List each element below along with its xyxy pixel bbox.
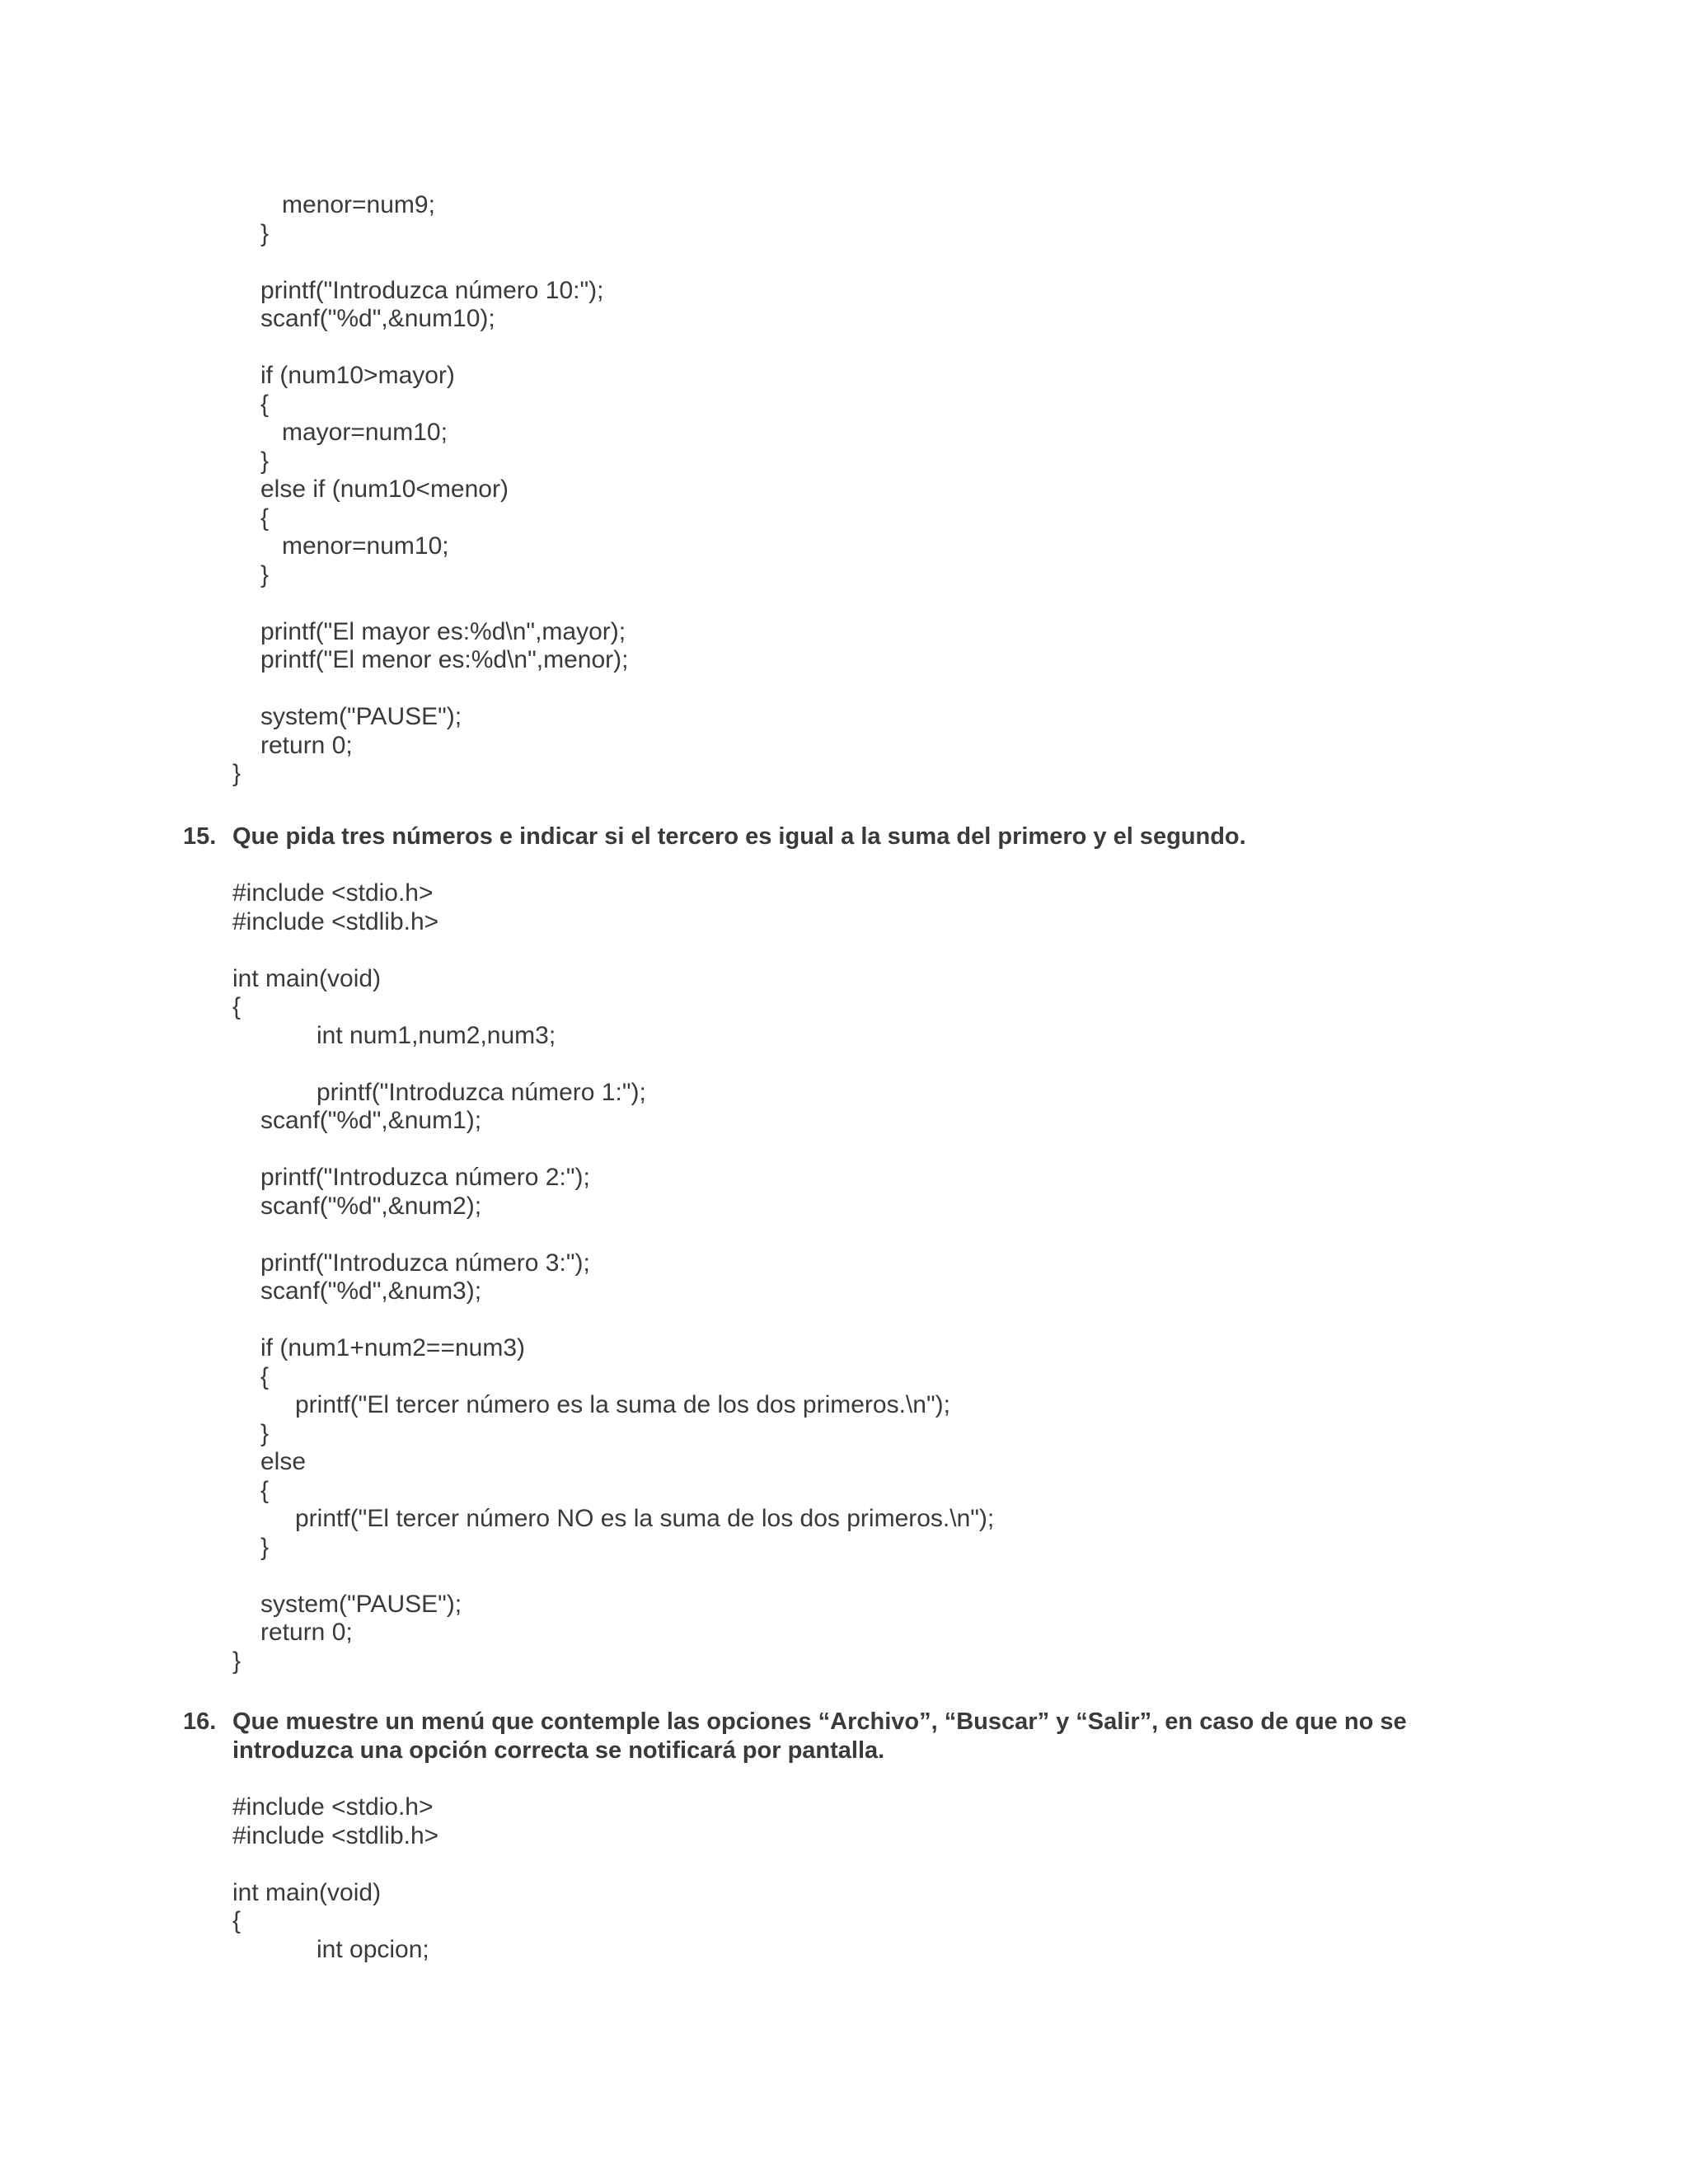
blank-line [0, 1221, 994, 1249]
code-line: printf("El menor es:%d\n",menor); [260, 646, 629, 673]
code-line: return 0; [260, 1619, 353, 1646]
blank-line [0, 1306, 994, 1335]
blank-line [0, 1850, 438, 1879]
code-line: menor=num9; [282, 191, 435, 218]
blank-line [0, 1562, 994, 1591]
code-line: printf("Introduzca número 1:"); [316, 1078, 646, 1106]
code-line: { [232, 993, 241, 1020]
code-line: } [260, 1533, 270, 1561]
code-block-question-15 [0, 879, 994, 1675]
code-line: else [260, 1448, 307, 1475]
code-line: int main(void) [232, 964, 382, 992]
blank-line [0, 589, 628, 618]
code-line: scanf("%d",&num1); [260, 1107, 482, 1134]
code-line: scanf("%d",&num10); [260, 305, 495, 332]
blank-line [0, 1136, 994, 1165]
question-text: Que pida tres números e indicar si el tercero es igual a la suma del primero y el segundo. [232, 823, 1246, 850]
code-line: { [260, 1476, 270, 1504]
code-line: system("PAUSE"); [260, 1590, 462, 1618]
question-text-line-1: Que muestre un menú que contemple las opciones “Archivo”, “Buscar” y “Salir”, en caso de que no se [232, 1708, 1407, 1735]
code-line: } [260, 560, 270, 588]
code-line: #include <stdio.h> [232, 879, 434, 907]
code-line: printf("Introduzca número 10:"); [260, 276, 604, 304]
code-line: #include <stdio.h> [232, 1793, 434, 1821]
code-line: mayor=num10; [282, 419, 448, 446]
code-line: } [260, 447, 270, 475]
code-line: { [232, 1907, 241, 1934]
code-line: #include <stdlib.h> [232, 1821, 439, 1849]
code-line: #include <stdlib.h> [232, 907, 439, 935]
code-line: scanf("%d",&num2); [260, 1192, 482, 1220]
code-line: scanf("%d",&num3); [260, 1277, 482, 1305]
code-line: if (num10>mayor) [260, 362, 455, 389]
code-line: int main(void) [232, 1878, 382, 1906]
code-line: } [232, 760, 241, 787]
code-line: else if (num10<menor) [260, 476, 509, 503]
code-line: } [232, 1647, 241, 1675]
code-line: if (num1+num2==num3) [260, 1334, 526, 1361]
code-line: printf("Introduzca número 2:"); [260, 1164, 590, 1191]
code-line: printf("El tercer número NO es la suma de los dos primeros.\n"); [295, 1505, 995, 1532]
code-block-question-16 [0, 1793, 438, 1964]
code-line: int num1,num2,num3; [316, 1021, 556, 1049]
code-line: return 0; [260, 731, 353, 759]
code-line: menor=num10; [282, 532, 449, 560]
code-line: printf("Introduzca número 3:"); [260, 1249, 590, 1277]
blank-line [0, 1050, 994, 1079]
code-line: printf("El tercer número es la suma de los dos primeros.\n"); [295, 1391, 950, 1418]
blank-line [0, 248, 628, 277]
blank-line [0, 936, 994, 965]
code-line: } [260, 219, 270, 247]
code-line: } [260, 1419, 270, 1447]
blank-line [0, 334, 628, 363]
blank-line [0, 675, 628, 704]
code-block-previous [0, 191, 628, 789]
code-line: system("PAUSE"); [260, 703, 462, 730]
question-text-line-2: introduzca una opción correcta se notificará por pantalla. [232, 1736, 885, 1764]
code-line: { [260, 390, 270, 418]
code-line: printf("El mayor es:%d\n",mayor); [260, 617, 626, 645]
code-line: { [260, 1362, 270, 1390]
code-line: { [260, 504, 270, 532]
question-number: 16. [183, 1708, 217, 1735]
code-line: int opcion; [316, 1935, 429, 1963]
question-number: 15. [183, 823, 217, 850]
